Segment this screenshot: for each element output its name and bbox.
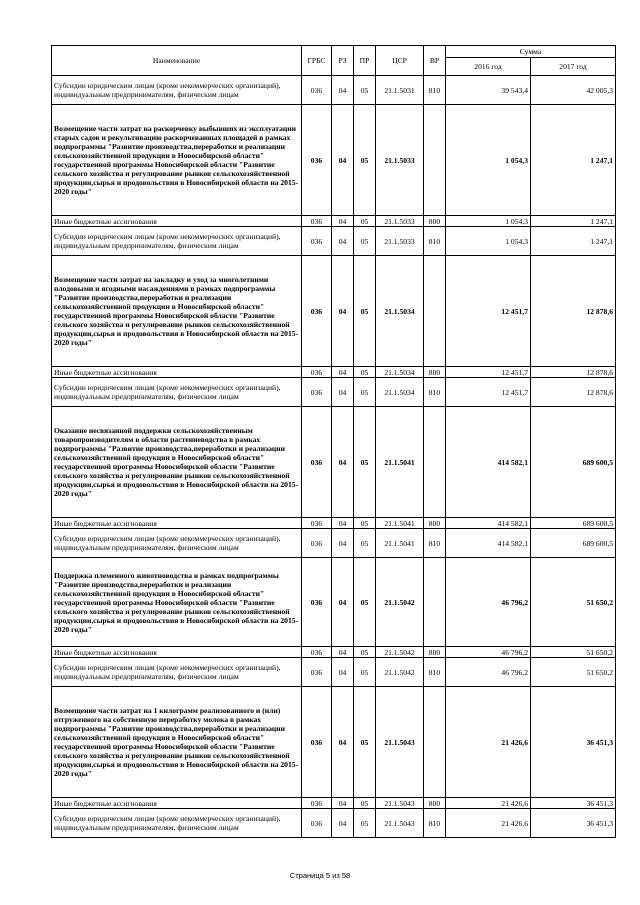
row-rz: 04 xyxy=(332,658,354,687)
table-row xyxy=(52,227,616,256)
row-sum-2017: 36 451,3 xyxy=(531,809,616,838)
row-vr xyxy=(424,687,446,798)
row-pr: 05 xyxy=(354,687,376,798)
row-grbs: 036 xyxy=(302,558,332,647)
row-sum-2016: 1 054,3 xyxy=(446,105,531,216)
row-vr: 800 xyxy=(424,216,446,227)
table-row xyxy=(52,367,616,378)
row-sum-2017: 36 451,3 xyxy=(531,798,616,809)
row-sum-2016: 414 582,1 xyxy=(446,518,531,529)
row-sum-2017: 51 650,2 xyxy=(531,658,616,687)
row-rz: 04 xyxy=(332,216,354,227)
row-vr: 810 xyxy=(424,658,446,687)
row-vr xyxy=(424,105,446,216)
table-row xyxy=(52,809,616,838)
row-csr: 21.1.5042 xyxy=(376,658,424,687)
row-pr: 05 xyxy=(354,809,376,838)
row-sum-2017: 12 878,6 xyxy=(531,256,616,367)
row-pr: 05 xyxy=(354,378,376,407)
row-grbs: 036 xyxy=(302,378,332,407)
header-2016: 2016 год xyxy=(446,58,531,76)
row-grbs: 036 xyxy=(302,529,332,558)
row-rz: 04 xyxy=(332,529,354,558)
header-rz: РЗ xyxy=(332,46,354,76)
row-grbs: 036 xyxy=(302,407,332,518)
row-grbs: 036 xyxy=(302,798,332,809)
row-name: Субсидии юридическим лицам (кроме некоммерческих организаций), индивидуальным предпринимателям, физическим лицам xyxy=(52,529,302,558)
row-vr: 800 xyxy=(424,798,446,809)
row-rz: 04 xyxy=(332,518,354,529)
row-grbs: 036 xyxy=(302,256,332,367)
row-pr: 05 xyxy=(354,76,376,105)
row-grbs: 036 xyxy=(302,227,332,256)
table-body xyxy=(52,76,616,838)
row-csr: 21.1.5033 xyxy=(376,216,424,227)
table-row xyxy=(52,658,616,687)
table-row xyxy=(52,76,616,105)
row-pr: 05 xyxy=(354,105,376,216)
row-name: Иные бюджетные ассигнования xyxy=(52,367,302,378)
row-csr: 21.1.5043 xyxy=(376,809,424,838)
row-rz: 04 xyxy=(332,378,354,407)
row-grbs: 036 xyxy=(302,687,332,798)
row-sum-2017: 1 247,1 xyxy=(531,105,616,216)
row-pr: 05 xyxy=(354,658,376,687)
row-pr: 05 xyxy=(354,227,376,256)
row-pr: 05 xyxy=(354,367,376,378)
row-sum-2017: 36 451,3 xyxy=(531,687,616,798)
page-number: Страница 5 из 58 xyxy=(289,871,351,880)
row-name: Возмещение части затрат на раскорчевку выбывших из эксплуатации старых садов и рекультивацию раскорчеванных площадей в рамках подпрограммы "Развитие производства,переработки и реализации сельскохозяйственной продукции в Новосибирской области" государственной программы Новосибирской области "Развитие сельского хозяйства и регулирование рынков сельскохозяйственной продукции,сырья и продовольствия в Новосибирской области на 2015-2020 годы" xyxy=(52,105,302,216)
table-row xyxy=(52,518,616,529)
row-csr: 21.1.5034 xyxy=(376,256,424,367)
row-grbs: 036 xyxy=(302,76,332,105)
row-sum-2017: 12 878,6 xyxy=(531,378,616,407)
row-sum-2016: 1 054,3 xyxy=(446,216,531,227)
row-vr: 800 xyxy=(424,647,446,658)
row-sum-2016: 46 796,2 xyxy=(446,658,531,687)
row-csr: 21.1.5034 xyxy=(376,367,424,378)
row-rz: 04 xyxy=(332,227,354,256)
header-vr: ВР xyxy=(424,46,446,76)
row-sum-2017: 689 600,5 xyxy=(531,518,616,529)
row-rz: 04 xyxy=(332,647,354,658)
row-vr xyxy=(424,407,446,518)
row-vr: 810 xyxy=(424,529,446,558)
budget-table xyxy=(51,45,616,838)
row-rz: 04 xyxy=(332,76,354,105)
header-2017: 2017 год xyxy=(531,58,616,76)
table-header xyxy=(52,46,616,76)
row-name: Поддержка племенного животноводства в рамках подпрограммы "Развитие производства,переработки и реализации сельскохозяйственной продукции в Новосибирской области" государственной программы Новосибирской области "Развитие сельского хозяйства и регулирование рынков сельскохозяйственной продукции,сырья и продовольствия в Новосибирской области на 2015-2020 годы" xyxy=(52,558,302,647)
row-vr xyxy=(424,256,446,367)
row-sum-2017: 42 005,3 xyxy=(531,76,616,105)
row-vr: 800 xyxy=(424,518,446,529)
row-rz: 04 xyxy=(332,558,354,647)
row-sum-2016: 46 796,2 xyxy=(446,647,531,658)
row-name: Возмещение части затрат на закладку и уход за многолетними плодовыми и ягодными насаждениями в рамках подпрограммы "Развитие производства,переработки и реализации сельскохозяйственной продукции в Новосибирской области" государственной программы Новосибирской области "Развитие сельского хозяйства и регулирование рынков сельскохозяйственной продукции,сырья и продовольствия в Новосибирской области на 2015-2020 годы" xyxy=(52,256,302,367)
row-name: Субсидии юридическим лицам (кроме некоммерческих организаций), индивидуальным предпринимателям, физическим лицам xyxy=(52,658,302,687)
header-grbs: ГРБС xyxy=(302,46,332,76)
row-rz: 04 xyxy=(332,687,354,798)
row-csr: 21.1.5043 xyxy=(376,687,424,798)
row-grbs: 036 xyxy=(302,658,332,687)
row-sum-2017: 689 600,5 xyxy=(531,529,616,558)
row-sum-2016: 12 451,7 xyxy=(446,367,531,378)
header-name: Наименование xyxy=(52,46,302,76)
header-pr: ПР xyxy=(354,46,376,76)
row-grbs: 036 xyxy=(302,367,332,378)
row-sum-2016: 21 426,6 xyxy=(446,798,531,809)
row-sum-2017: 689 600,5 xyxy=(531,407,616,518)
row-vr: 810 xyxy=(424,227,446,256)
row-name: Иные бюджетные ассигнования xyxy=(52,216,302,227)
row-pr: 05 xyxy=(354,216,376,227)
row-csr: 21.1.5033 xyxy=(376,105,424,216)
header-csr: ЦСР xyxy=(376,46,424,76)
row-sum-2016: 39 543,4 xyxy=(446,76,531,105)
row-name: Оказание несвязанной поддержки сельскохозяйственным товаропроизводителям в области растениеводства в рамках подпрограммы "Развитие производства,переработки и реализации сельскохозяйственной продукции в Новосибирской области" государственной программы Новосибирской области "Развитие сельского хозяйства и регулирование рынков сельскохозяйственной продукции,сырья и продовольствия в Новосибирской области на 2015-2020 годы" xyxy=(52,407,302,518)
row-grbs: 036 xyxy=(302,647,332,658)
row-rz: 04 xyxy=(332,367,354,378)
row-name: Субсидии юридическим лицам (кроме некоммерческих организаций), индивидуальным предпринимателям, физическим лицам xyxy=(52,378,302,407)
row-name: Субсидии юридическим лицам (кроме некоммерческих организаций), индивидуальным предпринимателям, физическим лицам xyxy=(52,76,302,105)
row-sum-2016: 12 451,7 xyxy=(446,378,531,407)
row-pr: 05 xyxy=(354,558,376,647)
header-sum: Сумма xyxy=(446,46,616,58)
row-vr: 810 xyxy=(424,378,446,407)
row-sum-2016: 21 426,6 xyxy=(446,809,531,838)
row-rz: 04 xyxy=(332,256,354,367)
table-row xyxy=(52,105,616,216)
table-row xyxy=(52,647,616,658)
row-sum-2016: 1 054,3 xyxy=(446,227,531,256)
row-pr: 05 xyxy=(354,798,376,809)
table-row xyxy=(52,216,616,227)
row-csr: 21.1.5041 xyxy=(376,518,424,529)
row-grbs: 036 xyxy=(302,216,332,227)
row-sum-2016: 46 796,2 xyxy=(446,558,531,647)
row-csr: 21.1.5042 xyxy=(376,647,424,658)
row-rz: 04 xyxy=(332,407,354,518)
row-rz: 04 xyxy=(332,809,354,838)
table-row xyxy=(52,378,616,407)
row-name: Возмещение части затрат на 1 килограмм реализованного и (или) отгруженного на собственную переработку молока в рамках подпрограммы "Развитие производства,переработки и реализации сельскохозяйственной продукции в Новосибирской области" государственной программы Новосибирской области "Развитие сельского хозяйства и регулирование рынков сельскохозяйственной продукции,сырья и продовольствия в Новосибирской области на 2015-2020 годы" xyxy=(52,687,302,798)
row-sum-2017: 1 247,1 xyxy=(531,227,616,256)
row-vr: 810 xyxy=(424,76,446,105)
row-name: Иные бюджетные ассигнования xyxy=(52,647,302,658)
row-csr: 21.1.5034 xyxy=(376,378,424,407)
table-row xyxy=(52,558,616,647)
row-rz: 04 xyxy=(332,798,354,809)
row-pr: 05 xyxy=(354,518,376,529)
row-sum-2016: 21 426,6 xyxy=(446,687,531,798)
row-pr: 05 xyxy=(354,256,376,367)
row-grbs: 036 xyxy=(302,518,332,529)
row-sum-2016: 12 451,7 xyxy=(446,256,531,367)
row-pr: 05 xyxy=(354,529,376,558)
table-row xyxy=(52,529,616,558)
table-row xyxy=(52,407,616,518)
row-rz: 04 xyxy=(332,105,354,216)
row-pr: 05 xyxy=(354,647,376,658)
row-csr: 21.1.5041 xyxy=(376,529,424,558)
table-row xyxy=(52,687,616,798)
row-vr xyxy=(424,558,446,647)
table-row xyxy=(52,798,616,809)
row-sum-2017: 1 247,1 xyxy=(531,216,616,227)
row-csr: 21.1.5043 xyxy=(376,798,424,809)
row-csr: 21.1.5042 xyxy=(376,558,424,647)
row-vr: 810 xyxy=(424,809,446,838)
row-pr: 05 xyxy=(354,407,376,518)
table-row xyxy=(52,256,616,367)
row-name: Субсидии юридическим лицам (кроме некоммерческих организаций), индивидуальным предпринимателям, физическим лицам xyxy=(52,227,302,256)
row-sum-2017: 51 650,2 xyxy=(531,647,616,658)
row-sum-2016: 414 582,1 xyxy=(446,407,531,518)
row-csr: 21.1.5033 xyxy=(376,227,424,256)
row-name: Иные бюджетные ассигнования xyxy=(52,798,302,809)
row-csr: 21.1.5031 xyxy=(376,76,424,105)
row-csr: 21.1.5041 xyxy=(376,407,424,518)
row-sum-2017: 51 650,2 xyxy=(531,558,616,647)
row-vr: 800 xyxy=(424,367,446,378)
row-grbs: 036 xyxy=(302,809,332,838)
row-sum-2017: 12 878,6 xyxy=(531,367,616,378)
row-grbs: 036 xyxy=(302,105,332,216)
row-name: Иные бюджетные ассигнования xyxy=(52,518,302,529)
row-name: Субсидии юридическим лицам (кроме некоммерческих организаций), индивидуальным предпринимателям, физическим лицам xyxy=(52,809,302,838)
row-sum-2016: 414 582,1 xyxy=(446,529,531,558)
